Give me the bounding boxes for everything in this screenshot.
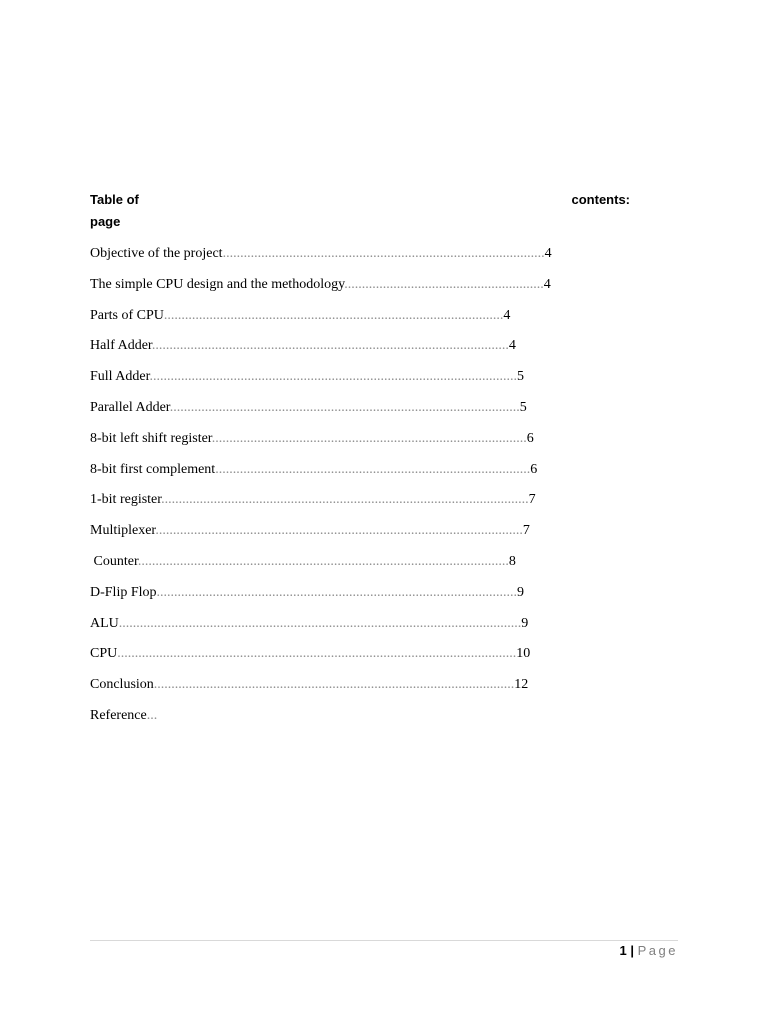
toc-entry-label: ALU — [90, 615, 119, 631]
toc-entry-cpu-design — [90, 274, 650, 305]
toc-entry-leader: ............................................................................................ — [222, 246, 545, 261]
toc-entry-leader: ...................................................................................................... — [151, 338, 509, 354]
toc-entry-label: Counter — [90, 553, 138, 569]
toc-entry-leader: ................................................................................................. — [163, 307, 504, 323]
toc-entry-parallel-adder — [90, 397, 650, 428]
toc-entry-leader: ......................................................................................................... — [149, 369, 518, 385]
toc-entry-leader: ......................................................................................................... — [161, 492, 529, 508]
toc-entry-reference — [90, 705, 650, 736]
toc-entry-page: 5 — [517, 369, 525, 385]
toc-entry-d-flip-flop — [90, 582, 650, 613]
toc-entry-label: Parallel Adder — [90, 399, 170, 415]
toc-heading — [90, 189, 630, 233]
toc-heading-page: page — [90, 214, 121, 229]
toc-entry-leader: .......................................................................................... — [215, 461, 531, 477]
toc-entry-page: 4 — [508, 338, 516, 354]
toc-entry-label: CPU — [90, 646, 118, 662]
toc-entry-alu — [90, 613, 650, 644]
toc-entry-label: Reference — [90, 707, 147, 723]
toc-entry-leader: ... — [146, 707, 158, 723]
toc-entry-label: Full Adder — [90, 369, 150, 385]
toc-entry-left-shift-register — [90, 428, 650, 459]
toc-entry-page: 4 — [503, 307, 511, 323]
page-label: Page — [637, 943, 678, 958]
toc-entry-conclusion — [90, 674, 650, 705]
toc-entry-page: 8 — [508, 553, 516, 569]
toc-entry-page: 10 — [516, 646, 531, 662]
toc-entry-page: 12 — [514, 677, 529, 693]
toc-entry-page: 5 — [519, 399, 527, 415]
toc-entry-label: 1-bit register — [90, 492, 162, 508]
toc-entry-page: 6 — [526, 430, 534, 446]
toc-entry-leader: ......................................................................................................... — [155, 523, 523, 539]
toc-entry-label: Conclusion — [90, 677, 154, 693]
toc-entry-page: 7 — [528, 492, 536, 508]
toc-entry-1bit-register — [90, 489, 650, 520]
footer-separator: | — [630, 943, 634, 958]
toc-entry-label: 8-bit first complement — [90, 461, 216, 477]
toc-entry-objective — [90, 243, 650, 274]
toc-entry-label: Multiplexer — [90, 523, 156, 539]
toc-heading-right: contents: — [571, 192, 630, 207]
toc-entry-leader: ....................................................................................................... — [156, 584, 518, 600]
footer-divider — [90, 940, 678, 941]
toc-entry-label: Parts of CPU — [90, 307, 164, 323]
toc-entry-parts-of-cpu — [90, 305, 650, 336]
toc-entry-label: The simple CPU design and the methodology — [90, 276, 345, 292]
toc-entry-leader: ......................................................... — [344, 276, 544, 292]
toc-entry-label: D-Flip Flop — [90, 584, 157, 600]
toc-entry-page: 4 — [543, 276, 551, 292]
toc-entry-page: 6 — [530, 461, 538, 477]
page-number: 1 — [619, 943, 627, 958]
page-footer — [620, 942, 679, 960]
toc-entry-multiplexer — [90, 520, 650, 551]
toc-entry-counter — [90, 551, 650, 582]
toc-entry-first-complement — [90, 459, 650, 490]
toc-entry-page: 9 — [521, 615, 529, 631]
toc-entry-label: Half Adder — [90, 338, 152, 354]
toc-entry-half-adder — [90, 335, 650, 366]
toc-entry-label: Objective of the project — [90, 246, 223, 261]
toc-entry-leader: .......................................................................................... — [211, 430, 527, 446]
toc-entry-page: 7 — [522, 523, 530, 539]
toc-heading-left: Table of — [90, 192, 139, 207]
toc-entry-label: 8-bit left shift register — [90, 430, 212, 446]
toc-entry-cpu — [90, 643, 650, 674]
toc-entry-leader: .......................................................................................................... — [137, 553, 509, 569]
toc-entry-full-adder — [90, 366, 650, 397]
toc-entry-leader: .................................................................................................... — [169, 399, 520, 415]
toc-entry-leader: .................................................................................................................. — [117, 646, 517, 662]
toc-heading-row — [90, 189, 630, 211]
toc-entry-page: 4 — [544, 246, 552, 261]
toc-entry-leader: ....................................................................................................... — [153, 677, 515, 693]
toc-entry-page: 9 — [517, 584, 525, 600]
toc-list — [90, 243, 650, 736]
toc-entry-leader: ................................................................................................................... — [118, 615, 522, 631]
